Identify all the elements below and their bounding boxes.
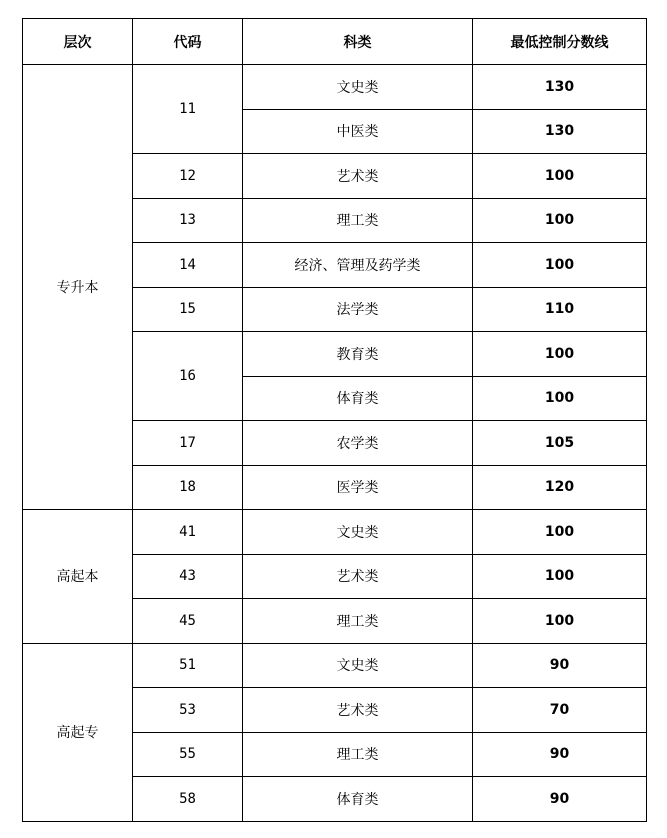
category-cell: 教育类 [243, 332, 473, 377]
min-score-cell: 100 [473, 599, 647, 644]
category-cell: 中医类 [243, 109, 473, 154]
min-score-cell: 110 [473, 287, 647, 332]
code-cell: 11 [133, 65, 243, 154]
table-row [23, 65, 647, 110]
min-score-cell: 100 [473, 332, 647, 377]
code-cell: 53 [133, 688, 243, 733]
table-row [23, 643, 647, 688]
level-cell: 高起专 [23, 643, 133, 821]
category-cell: 艺术类 [243, 688, 473, 733]
table-header [23, 19, 647, 65]
table-row [23, 510, 647, 555]
category-cell: 艺术类 [243, 154, 473, 199]
min-score-cell: 100 [473, 243, 647, 288]
code-cell: 15 [133, 287, 243, 332]
min-score-cell: 90 [473, 643, 647, 688]
code-cell: 45 [133, 599, 243, 644]
min-score-cell: 130 [473, 65, 647, 110]
code-cell: 16 [133, 332, 243, 421]
code-cell: 17 [133, 421, 243, 466]
min-score-cell: 105 [473, 421, 647, 466]
code-cell: 51 [133, 643, 243, 688]
code-cell: 41 [133, 510, 243, 555]
header-category: 科类 [243, 19, 473, 65]
category-cell: 医学类 [243, 465, 473, 510]
code-cell: 43 [133, 554, 243, 599]
min-score-cell: 100 [473, 154, 647, 199]
min-score-cell: 100 [473, 376, 647, 421]
code-cell: 55 [133, 732, 243, 777]
header-row [23, 19, 647, 65]
min-score-cell: 120 [473, 465, 647, 510]
score-table [22, 18, 647, 822]
min-score-cell: 90 [473, 732, 647, 777]
header-min-score: 最低控制分数线 [473, 19, 647, 65]
min-score-cell: 100 [473, 198, 647, 243]
min-score-cell: 90 [473, 777, 647, 822]
category-cell: 体育类 [243, 777, 473, 822]
category-cell: 文史类 [243, 510, 473, 555]
code-cell: 13 [133, 198, 243, 243]
category-cell: 农学类 [243, 421, 473, 466]
category-cell: 理工类 [243, 198, 473, 243]
code-cell: 58 [133, 777, 243, 822]
min-score-cell: 100 [473, 554, 647, 599]
code-cell: 14 [133, 243, 243, 288]
code-cell: 18 [133, 465, 243, 510]
header-code: 代码 [133, 19, 243, 65]
category-cell: 理工类 [243, 599, 473, 644]
category-cell: 文史类 [243, 65, 473, 110]
min-score-cell: 100 [473, 510, 647, 555]
category-cell: 经济、管理及药学类 [243, 243, 473, 288]
min-score-cell: 70 [473, 688, 647, 733]
level-cell: 高起本 [23, 510, 133, 644]
category-cell: 文史类 [243, 643, 473, 688]
category-cell: 体育类 [243, 376, 473, 421]
code-cell: 12 [133, 154, 243, 199]
min-score-cell: 130 [473, 109, 647, 154]
level-cell: 专升本 [23, 65, 133, 510]
category-cell: 理工类 [243, 732, 473, 777]
category-cell: 法学类 [243, 287, 473, 332]
category-cell: 艺术类 [243, 554, 473, 599]
table-body [23, 65, 647, 822]
header-level: 层次 [23, 19, 133, 65]
